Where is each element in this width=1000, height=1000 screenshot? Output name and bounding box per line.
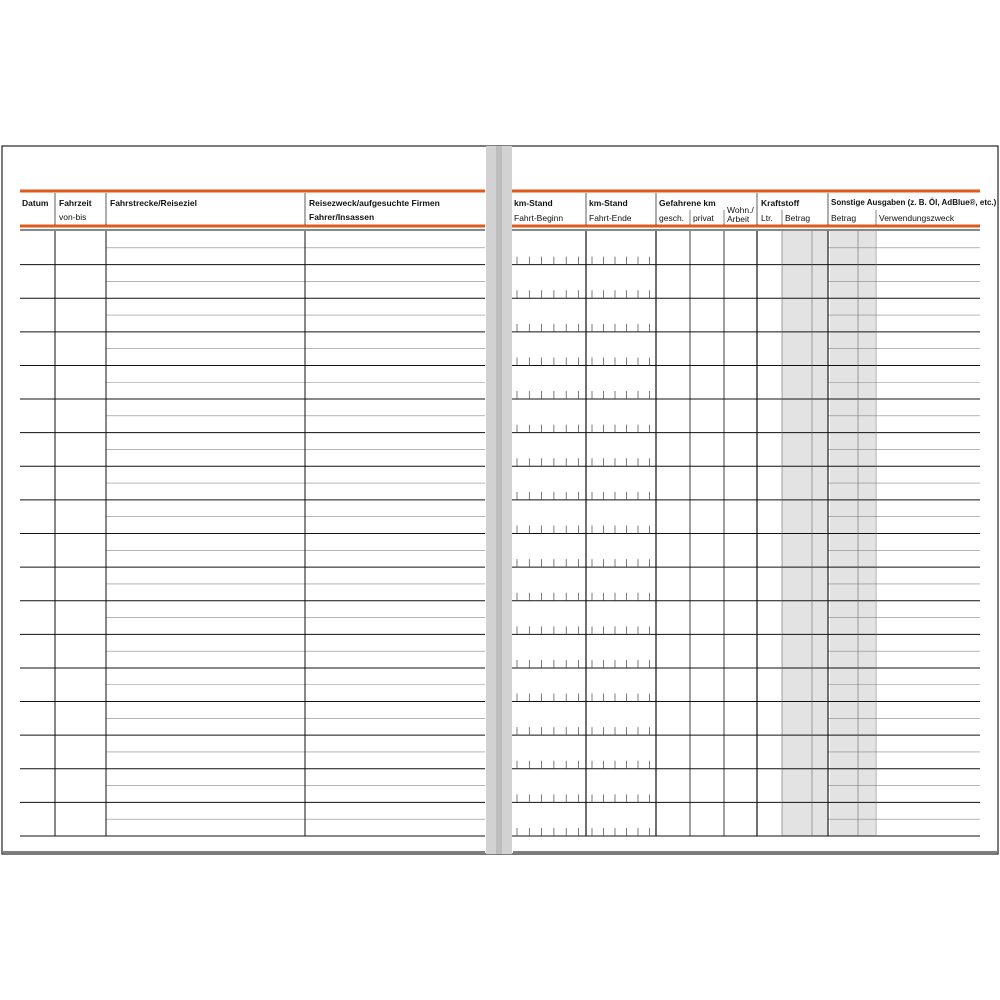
spine-fold [496,146,502,854]
header-gesch: gesch. [659,213,685,223]
header-gefahrene-km: Gefahrene km [659,198,716,208]
header-fahrstrecke: Fahrstrecke/Reiseziel [110,198,197,208]
header-fahrt-beginn: Fahrt-Beginn [514,213,564,223]
header-sonstige-ausgaben: Sonstige Ausgaben (z. B. Öl, AdBlue®, etc.) [831,198,997,207]
header-privat: privat [693,213,714,223]
header-kraftstoff-betrag: Betrag [785,213,811,223]
header-fahrt-ende: Fahrt-Ende [589,213,632,223]
header-fahrzeit: Fahrzeit [59,198,92,208]
header-kraftstoff: Kraftstoff [761,198,800,208]
header-km-stand-ende: km-Stand [589,198,628,208]
header-verwendungszweck: Verwendungszweck [879,213,955,223]
header-von-bis: von-bis [59,212,87,222]
header-wohn: Wohn./ [727,205,754,215]
header-datum: Datum [22,198,49,208]
header-ltr: Ltr. [761,213,773,223]
header-arbeit: Arbeit [727,214,750,224]
header-fahrer-insassen: Fahrer/Insassen [309,212,375,222]
header-km-stand-beginn: km-Stand [514,198,553,208]
header-reisezweck: Reisezweck/aufgesuchte Firmen [309,198,440,208]
header-sonstige-betrag: Betrag [831,213,857,223]
